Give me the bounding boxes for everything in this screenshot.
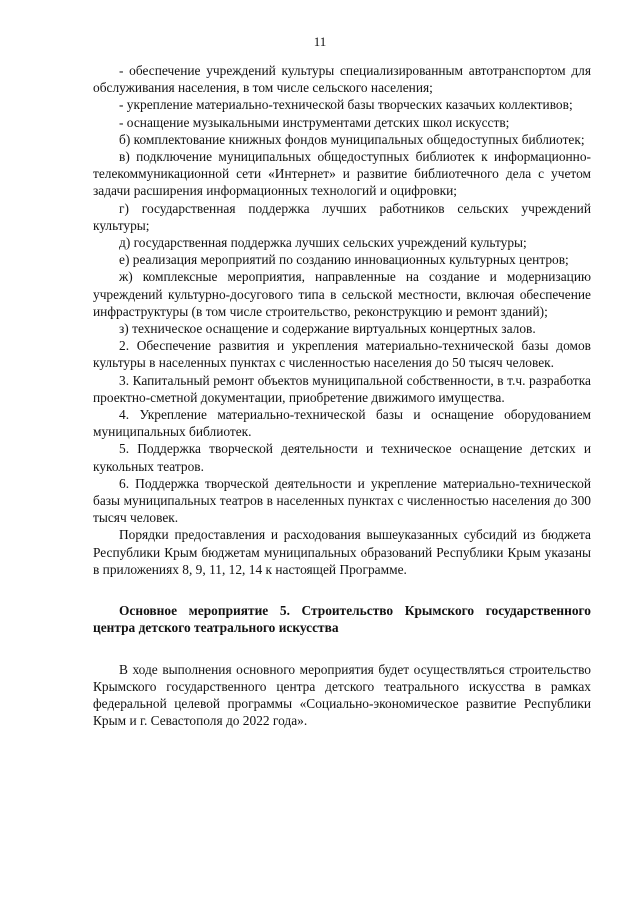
paragraph: ж) комплексные мероприятия, направленные на создание и модернизацию учреждений культурно-досугового типа в сельской местности, включая обеспечение инфраструктуры (в том числе строительство, реконструкцию и ремонт зданий); <box>93 269 591 319</box>
paragraph: 4. Укрепление материально-технической базы и оснащение оборудованием муниципальных библиотек. <box>93 407 591 440</box>
paragraph: в) подключение муниципальных общедоступных библиотек к информационно-телекоммуникационной сети «Интернет» и развитие библиотечного дела с учетом задачи расширения информационных технологий и оцифровки; <box>93 149 591 199</box>
paragraph: д) государственная поддержка лучших сельских учреждений культуры; <box>119 235 527 251</box>
paragraph: - оснащение музыкальными инструментами детских школ искусств; <box>119 114 510 130</box>
paragraph: 2. Обеспечение развития и укрепления материально-технической базы домов культуры в населенных пунктах с численностью населения до 50 тысяч человек. <box>93 338 591 371</box>
paragraph: 3. Капитальный ремонт объектов муниципальной собственности, в т.ч. разработка проектно-сметной документации, приобретение движимого имущества. <box>93 372 591 405</box>
paragraph: 5. Поддержка творческой деятельности и техническое оснащение детских и кукольных театров. <box>93 441 591 474</box>
paragraph: з) техническое оснащение и содержание виртуальных концертных залов. <box>119 321 536 337</box>
paragraph: б) комплектование книжных фондов муниципальных общедоступных библиотек; <box>119 131 585 147</box>
page-number: 11 <box>313 34 327 49</box>
paragraph: Порядки предоставления и расходования вышеуказанных субсидий из бюджета Республики Крым бюджетам муниципальных образований Республики Крым указаны в приложениях 8, 9, 11, 12, 14 к настоящей Программе. <box>93 527 591 577</box>
paragraph: - укрепление материально-технической базы творческих казачьих коллективов; <box>119 97 573 113</box>
paragraph: - обеспечение учреждений культуры специализированным автотранспортом для обслуживания населения, в том числе сельского населения; <box>93 63 591 96</box>
closing-paragraph: В ходе выполнения основного мероприятия будет осуществляться строительство Крымского государственного центра детского театрального искусства в рамках федеральной целевой программы «Социально-экономическое развитие Республики Крым и г. Севастополя до 2022 года». <box>93 661 591 729</box>
paragraph: 6. Поддержка творческой деятельности и укрепление материально-технической базы муниципальных театров в населенных пунктах с численностью населения до 300 тысяч человек. <box>93 475 591 526</box>
document-body <box>93 62 591 729</box>
paragraph: е) реализация мероприятий по созданию инновационных культурных центров; <box>119 252 569 268</box>
paragraph: г) государственная поддержка лучших работников сельских учреждений культуры; <box>93 200 591 233</box>
section-title: Основное мероприятие 5. Строительство Крымского государственного центра детского театрального искусства <box>93 603 591 636</box>
